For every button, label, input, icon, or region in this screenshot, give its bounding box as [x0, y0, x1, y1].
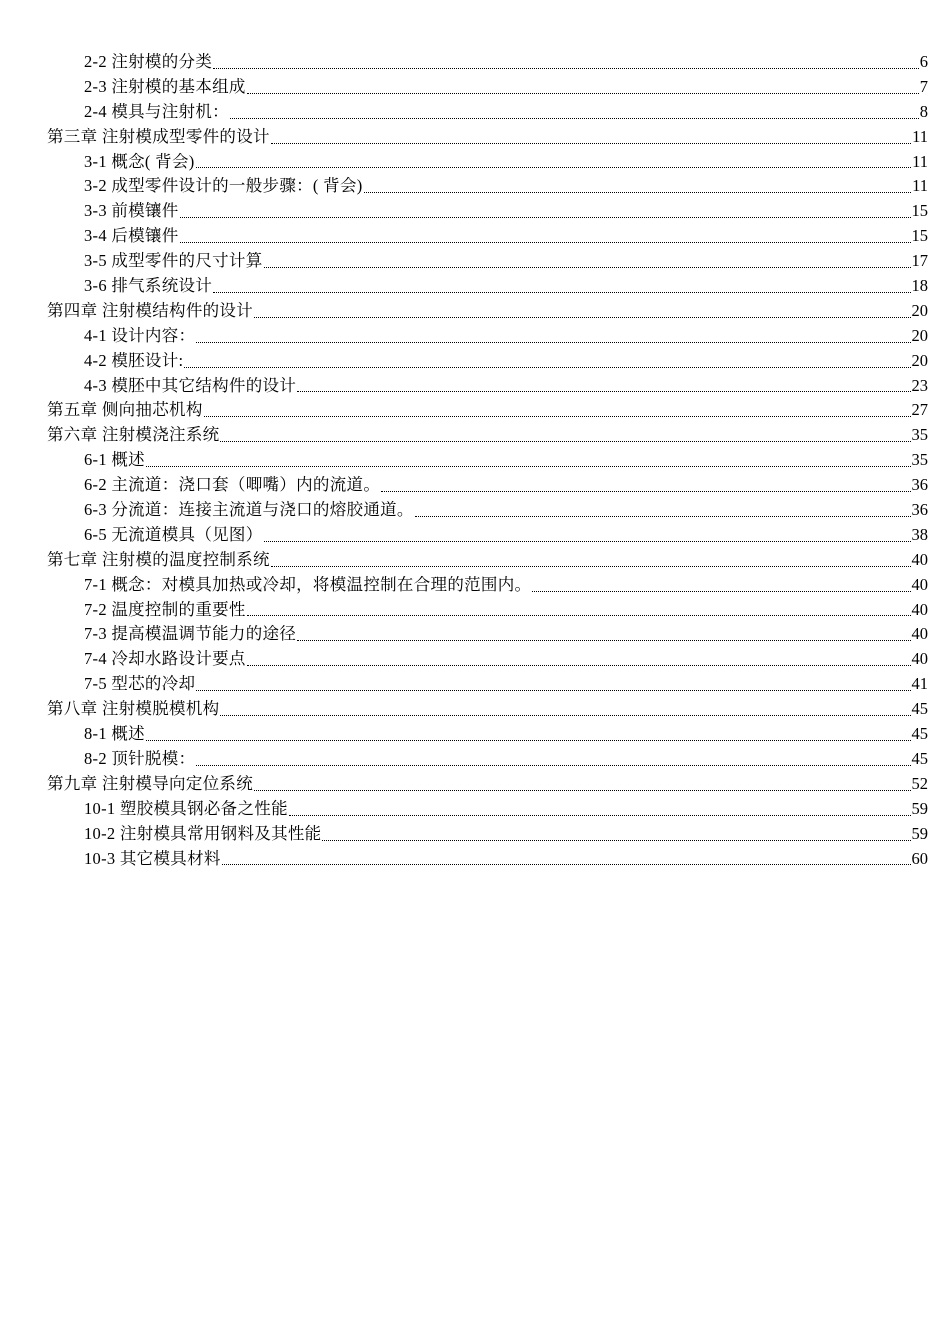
toc-dot-leader [196, 166, 912, 168]
toc-entry-title: 3-6 排气系统设计 [84, 276, 213, 296]
toc-chapter-entry[interactable] [0, 125, 950, 150]
toc-entry-title: 2-2 注射模的分类 [84, 52, 213, 71]
toc-section-entry[interactable] [0, 50, 950, 75]
toc-dot-leader [146, 465, 911, 467]
toc-entry-page-number: 18 [911, 276, 928, 296]
toc-dot-leader [254, 316, 910, 318]
toc-section-entry[interactable] [0, 747, 950, 772]
toc-entry-page-number: 20 [911, 350, 928, 370]
toc-entry-page-number: 11 [912, 126, 928, 146]
toc-dot-leader [222, 863, 911, 865]
toc-entry-page-number: 23 [911, 375, 928, 395]
toc-entry-title: 3-3 前模镶件 [84, 201, 179, 221]
toc-entry-page-number: 40 [911, 574, 928, 594]
toc-entry-page-number: 40 [911, 549, 928, 569]
toc-dot-leader [415, 515, 911, 517]
toc-entry-title: 2-3 注射模的基本组成 [84, 76, 246, 96]
toc-dot-leader [220, 440, 910, 442]
toc-entry-title: 第八章 注射模脱模机构 [47, 699, 220, 719]
table-of-contents [0, 50, 950, 871]
toc-entry-page-number: 40 [911, 599, 928, 619]
toc-section-entry[interactable] [0, 598, 950, 623]
toc-entry-title: 3-5 成型零件的尺寸计算 [84, 251, 263, 271]
toc-section-entry[interactable] [0, 498, 950, 523]
toc-entry-page-number: 45 [911, 748, 928, 768]
toc-section-entry[interactable] [0, 374, 950, 399]
toc-entry-title: 10-1 塑胶模具钢必备之性能 [84, 798, 288, 818]
toc-entry-page-number: 59 [911, 823, 928, 843]
toc-entry-page-number: 40 [911, 649, 928, 669]
toc-entry-title: 3-1 概念( 背会) [84, 151, 195, 171]
toc-entry-page-number: 38 [911, 524, 928, 544]
toc-dot-leader [146, 739, 911, 741]
toc-entry-title: 10-3 其它模具材料 [84, 848, 221, 868]
toc-section-entry[interactable] [0, 847, 950, 872]
toc-section-entry[interactable] [0, 224, 950, 249]
toc-entry-title: 第六章 注射模浇注系统 [47, 425, 220, 445]
toc-dot-leader [271, 565, 911, 567]
toc-entry-page-number: 45 [911, 699, 928, 719]
toc-dot-leader [322, 839, 910, 841]
toc-entry-title: 2-4 模具与注射机： [84, 101, 229, 121]
toc-dot-leader [196, 341, 910, 343]
toc-chapter-entry[interactable] [0, 423, 950, 448]
toc-entry-title: 第七章 注射模的温度控制系统 [47, 549, 270, 569]
toc-entry-page-number: 59 [911, 798, 928, 818]
toc-entry-page-number: 17 [911, 251, 928, 271]
toc-dot-leader [184, 366, 910, 368]
toc-entry-title: 7-5 型芯的冷却 [84, 674, 196, 694]
toc-dot-leader [204, 415, 911, 417]
toc-entry-page-number: 35 [911, 425, 928, 445]
toc-entry-page-number: 8 [919, 101, 928, 121]
toc-entry-page-number: 15 [911, 226, 928, 246]
toc-section-entry[interactable] [0, 150, 950, 175]
toc-section-entry[interactable] [0, 622, 950, 647]
toc-dot-leader [180, 216, 911, 218]
toc-entry-title: 4-3 模胚中其它结构件的设计 [84, 375, 297, 395]
toc-entry-title: 4-2 模胚设计: [84, 350, 184, 370]
toc-dot-leader [180, 241, 911, 243]
toc-entry-title: 8-1 概述 [84, 724, 145, 744]
toc-entry-title: 6-3 分流道：连接主流道与浇口的熔胶通道。 [84, 500, 414, 520]
toc-section-entry[interactable] [0, 722, 950, 747]
toc-section-entry[interactable] [0, 647, 950, 672]
toc-section-entry[interactable] [0, 100, 950, 125]
toc-dot-leader [532, 590, 910, 592]
toc-chapter-entry[interactable] [0, 697, 950, 722]
toc-dot-leader [230, 117, 919, 119]
toc-entry-page-number: 36 [911, 475, 928, 495]
toc-entry-page-number: 60 [911, 848, 928, 868]
toc-entry-title: 4-1 设计内容： [84, 325, 196, 345]
toc-entry-page-number: 40 [911, 624, 928, 644]
toc-dot-leader [247, 92, 919, 94]
toc-entry-page-number: 52 [911, 773, 928, 793]
toc-section-entry[interactable] [0, 199, 950, 224]
toc-dot-leader [264, 266, 911, 268]
toc-section-entry[interactable] [0, 797, 950, 822]
toc-dot-leader [289, 814, 911, 816]
toc-entry-title: 7-1 概念：对模具加热或冷却，将模温控制在合理的范围内。 [84, 574, 532, 594]
toc-entry-title: 7-4 冷却水路设计要点 [84, 649, 246, 669]
toc-dot-leader [213, 291, 910, 293]
toc-chapter-entry[interactable] [0, 398, 950, 423]
toc-dot-leader [264, 540, 911, 542]
toc-dot-leader [297, 390, 910, 392]
toc-chapter-entry[interactable] [0, 772, 950, 797]
toc-entry-page-number: 11 [912, 176, 928, 196]
toc-dot-leader [196, 764, 910, 766]
toc-section-entry[interactable] [0, 249, 950, 274]
toc-dot-leader [247, 614, 911, 616]
toc-section-entry[interactable] [0, 448, 950, 473]
toc-entry-page-number: 35 [911, 450, 928, 470]
toc-entry-title: 第九章 注射模导向定位系统 [47, 773, 254, 793]
toc-dot-leader [196, 689, 910, 691]
toc-dot-leader [213, 67, 919, 69]
toc-entry-title: 10-2 注射模具常用钢料及其性能 [84, 823, 322, 843]
toc-entry-title: 第三章 注射模成型零件的设计 [47, 126, 270, 146]
toc-entry-page-number: 15 [911, 201, 928, 221]
toc-entry-page-number: 20 [911, 325, 928, 345]
toc-entry-title: 7-2 温度控制的重要性 [84, 599, 246, 619]
toc-section-entry[interactable] [0, 349, 950, 374]
toc-entry-page-number: 20 [911, 300, 928, 320]
toc-entry-page-number: 41 [911, 674, 928, 694]
toc-chapter-entry[interactable] [0, 299, 950, 324]
toc-section-entry[interactable] [0, 274, 950, 299]
toc-dot-leader [271, 142, 911, 144]
toc-section-entry[interactable] [0, 75, 950, 100]
toc-entry-page-number: 45 [911, 724, 928, 744]
toc-entry-title: 第四章 注射模结构件的设计 [47, 300, 254, 320]
toc-dot-leader [254, 789, 910, 791]
toc-entry-title: 6-2 主流道：浇口套（唧嘴）内的流道。 [84, 475, 381, 495]
toc-entry-title: 6-5 无流道模具（见图） [84, 524, 263, 544]
toc-dot-leader [381, 490, 910, 492]
toc-entry-page-number: 7 [919, 76, 928, 96]
toc-section-entry[interactable] [0, 822, 950, 847]
toc-dot-leader [297, 639, 910, 641]
toc-entry-title: 3-2 成型零件设计的一般步骤：( 背会) [84, 176, 363, 196]
toc-entry-title: 第五章 侧向抽芯机构 [47, 400, 203, 420]
toc-section-entry[interactable] [0, 174, 950, 199]
toc-section-entry[interactable] [0, 523, 950, 548]
toc-dot-leader [247, 664, 911, 666]
toc-section-entry[interactable] [0, 473, 950, 498]
toc-chapter-entry[interactable] [0, 548, 950, 573]
toc-entry-title: 3-4 后模镶件 [84, 226, 179, 246]
toc-entry-title: 6-1 概述 [84, 450, 145, 470]
toc-dot-leader [220, 714, 910, 716]
toc-section-entry[interactable] [0, 573, 950, 598]
toc-entry-title: 7-3 提高模温调节能力的途径 [84, 624, 297, 644]
toc-entry-page-number: 36 [911, 500, 928, 520]
toc-entry-page-number: 11 [912, 151, 928, 171]
toc-entry-title: 8-2 顶针脱模： [84, 748, 196, 768]
toc-entry-page-number: 6 [919, 52, 928, 71]
toc-entry-page-number: 27 [911, 400, 928, 420]
toc-section-entry[interactable] [0, 324, 950, 349]
toc-section-entry[interactable] [0, 672, 950, 697]
toc-dot-leader [364, 191, 912, 193]
